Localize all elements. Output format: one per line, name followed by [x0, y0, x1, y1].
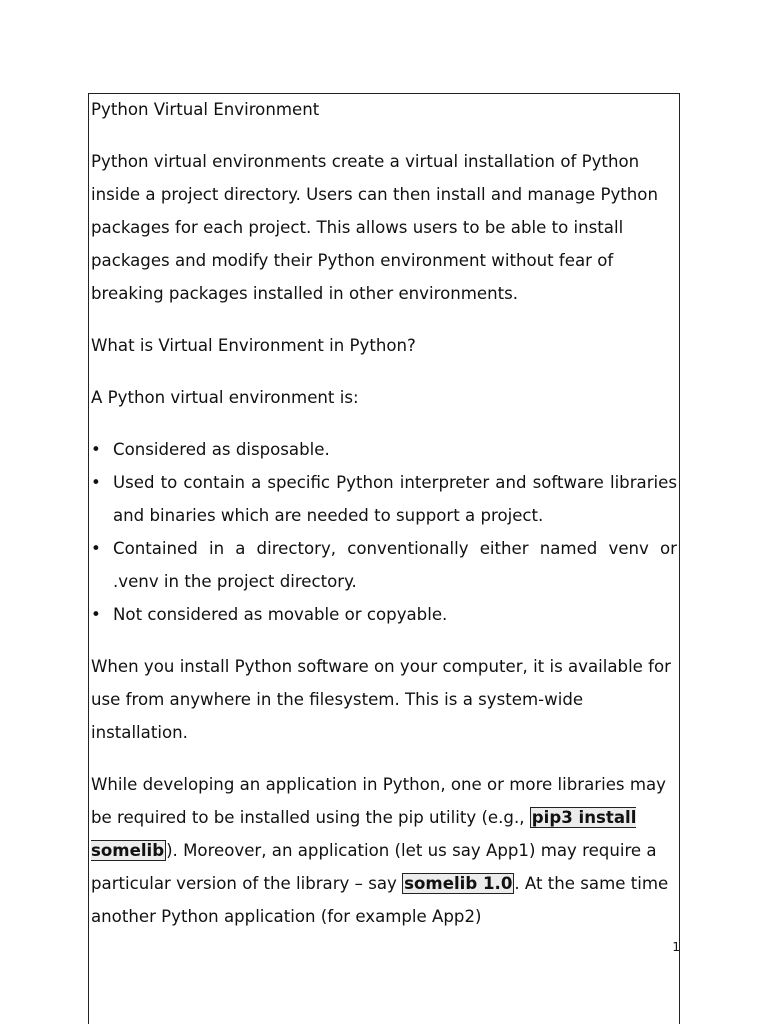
- list-item-text: Not considered as movable or copyable.: [113, 605, 448, 624]
- development-paragraph: [91, 768, 677, 933]
- code-somelib-version: somelib 1.0: [404, 874, 513, 893]
- list-item-text: Contained in a directory, conventionally either named venv or .venv in the project directory.: [113, 539, 677, 591]
- intro-paragraph: Python virtual environments create a virtual installation of Python inside a project directory. Users can then install and manage Python packages for each project. This allows users to be able to install packages and modify their Python environment without fear of breaking packages installed in other environments.: [91, 152, 658, 303]
- code-pip-install: pip3 install somelib: [91, 808, 637, 860]
- bullet-icon: •: [91, 440, 101, 459]
- dev-text-2: ). Moreover, an application (let us say App1) may require a particular version of the library – say: [91, 841, 657, 893]
- system-wide-paragraph: When you install Python software on your computer, it is available for use from anywhere in the filesystem. This is a system-wide installation.: [91, 657, 671, 742]
- list-intro: A Python virtual environment is:: [91, 388, 359, 407]
- bullet-icon: •: [91, 473, 101, 492]
- list-item: [91, 466, 677, 532]
- question-heading: What is Virtual Environment in Python?: [91, 336, 416, 355]
- list-item-text: Considered as disposable.: [113, 440, 330, 459]
- dev-text-1: While developing an application in Python, one or more libraries may be required to be installed using the pip utility (e.g.,: [91, 775, 666, 827]
- document-title: Python Virtual Environment: [91, 100, 320, 119]
- bullet-icon: •: [91, 605, 101, 624]
- list-item: [91, 433, 677, 466]
- list-item: [91, 598, 677, 631]
- list-item: [91, 532, 677, 598]
- dev-text-3: . At the same time another Python application (for example App2): [91, 874, 669, 926]
- bullet-list: [91, 433, 677, 631]
- document-body: [91, 93, 677, 952]
- page-number: 1: [672, 940, 680, 954]
- bullet-icon: •: [91, 539, 101, 558]
- list-item-text: Used to contain a specific Python interpreter and software libraries and binaries which are needed to support a project.: [113, 473, 677, 525]
